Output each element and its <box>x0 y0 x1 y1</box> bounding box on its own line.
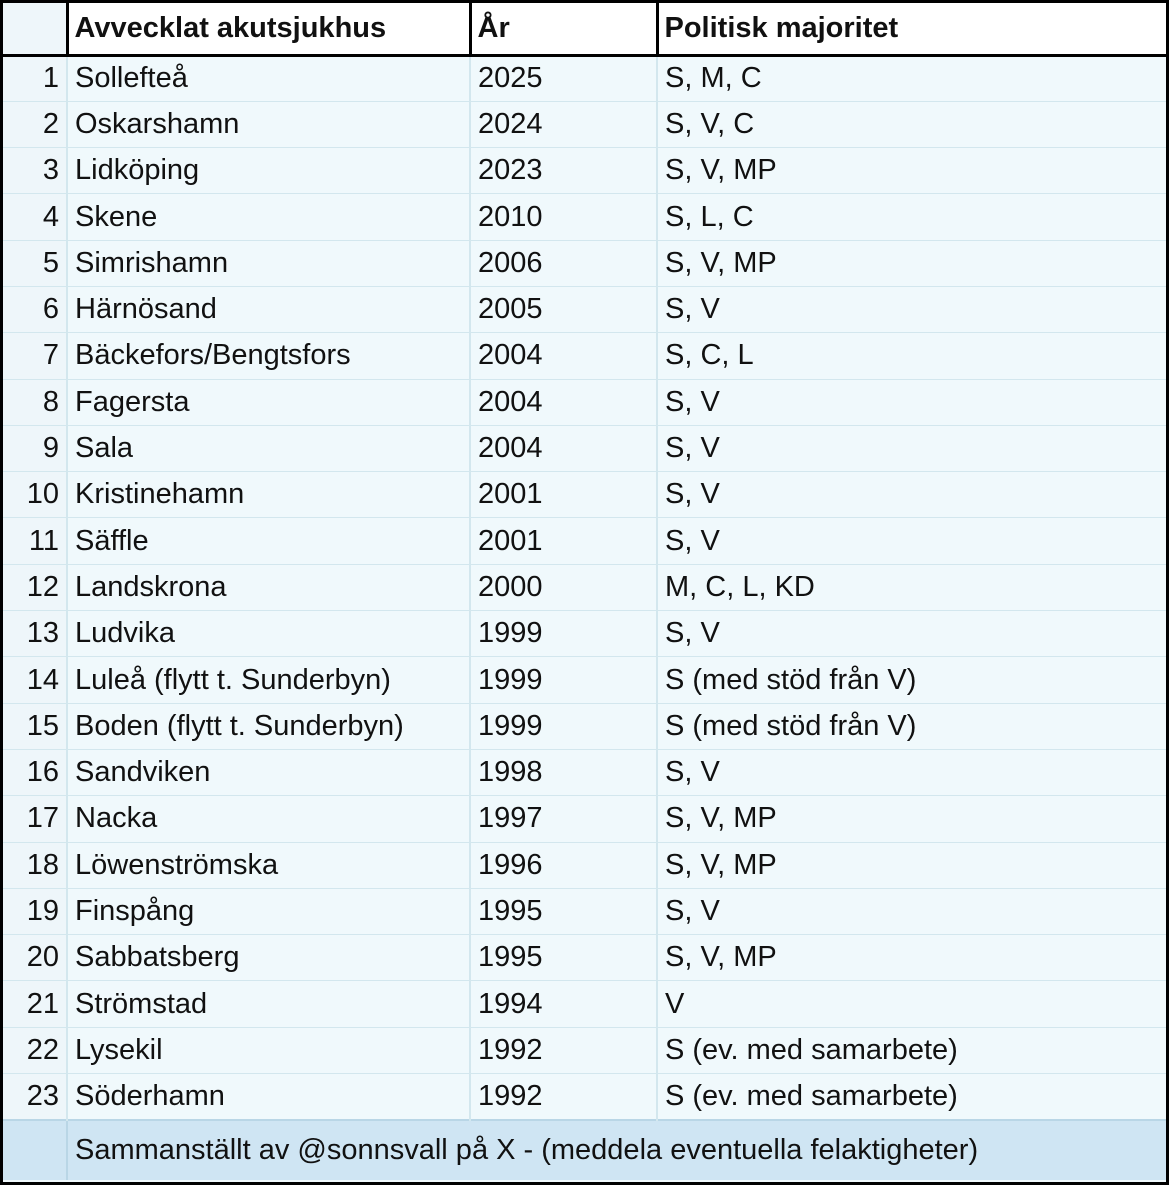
header-index-cell[interactable] <box>3 3 67 55</box>
header-row <box>3 3 1166 55</box>
hospital-cell[interactable]: Lidköping <box>67 148 470 194</box>
table-row <box>3 611 1166 657</box>
hospital-cell[interactable]: Kristinehamn <box>67 472 470 518</box>
table-row <box>3 379 1166 425</box>
hospital-cell[interactable]: Härnösand <box>67 286 470 332</box>
table-row <box>3 564 1166 610</box>
year-cell[interactable]: 1999 <box>470 611 657 657</box>
table-row <box>3 518 1166 564</box>
hospital-cell[interactable]: Sandviken <box>67 749 470 795</box>
table-row <box>3 842 1166 888</box>
table-row <box>3 194 1166 240</box>
majority-cell[interactable]: S, V, MP <box>657 240 1166 286</box>
table-row <box>3 657 1166 703</box>
row-number-cell[interactable]: 19 <box>3 888 67 934</box>
hospital-cell[interactable]: Löwenströmska <box>67 842 470 888</box>
table-row <box>3 981 1166 1027</box>
row-number-cell[interactable]: 6 <box>3 286 67 332</box>
year-cell[interactable]: 1998 <box>470 749 657 795</box>
table-row <box>3 240 1166 286</box>
hospital-cell[interactable]: Säffle <box>67 518 470 564</box>
hospital-cell[interactable]: Sollefteå <box>67 55 470 101</box>
table-body <box>3 55 1166 1120</box>
hospital-cell[interactable]: Luleå (flytt t. Sunderbyn) <box>67 657 470 703</box>
footer-note[interactable]: Sammanställt av @sonnsvall på X - (meddela eventuella felaktigheter) <box>67 1120 1166 1180</box>
hospital-cell[interactable]: Sala <box>67 425 470 471</box>
table-row <box>3 703 1166 749</box>
year-cell[interactable]: 2001 <box>470 472 657 518</box>
majority-cell[interactable]: S, C, L <box>657 333 1166 379</box>
row-number-cell[interactable]: 10 <box>3 472 67 518</box>
table-row <box>3 472 1166 518</box>
table-row <box>3 55 1166 101</box>
year-cell[interactable]: 1995 <box>470 888 657 934</box>
majority-cell[interactable]: S, V <box>657 425 1166 471</box>
majority-cell[interactable]: S, V, MP <box>657 935 1166 981</box>
row-number-cell[interactable]: 9 <box>3 425 67 471</box>
hospital-cell[interactable]: Boden (flytt t. Sunderbyn) <box>67 703 470 749</box>
hospital-cell[interactable]: Lysekil <box>67 1027 470 1073</box>
majority-cell[interactable]: M, C, L, KD <box>657 564 1166 610</box>
majority-cell[interactable]: S, V, MP <box>657 148 1166 194</box>
year-cell[interactable]: 1994 <box>470 981 657 1027</box>
table-row <box>3 101 1166 147</box>
row-number-cell[interactable]: 22 <box>3 1027 67 1073</box>
table-row <box>3 935 1166 981</box>
year-cell[interactable]: 2000 <box>470 564 657 610</box>
year-cell[interactable]: 1992 <box>470 1074 657 1120</box>
row-number-cell[interactable]: 2 <box>3 101 67 147</box>
year-cell[interactable]: 1996 <box>470 842 657 888</box>
table-row <box>3 796 1166 842</box>
majority-cell[interactable]: S, V <box>657 286 1166 332</box>
year-cell[interactable]: 1997 <box>470 796 657 842</box>
row-number-cell[interactable]: 14 <box>3 657 67 703</box>
hospital-cell[interactable]: Ludvika <box>67 611 470 657</box>
row-number-cell[interactable]: 17 <box>3 796 67 842</box>
table-row <box>3 888 1166 934</box>
table-row <box>3 286 1166 332</box>
year-cell[interactable]: 2006 <box>470 240 657 286</box>
year-cell[interactable]: 2023 <box>470 148 657 194</box>
majority-cell[interactable]: S (ev. med samarbete) <box>657 1027 1166 1073</box>
hospital-cell[interactable]: Landskrona <box>67 564 470 610</box>
header-hospital[interactable]: Avvecklat akutsjukhus <box>67 3 470 55</box>
year-cell[interactable]: 2005 <box>470 286 657 332</box>
hospital-cell[interactable]: Söderhamn <box>67 1074 470 1120</box>
header-year[interactable]: År <box>470 3 657 55</box>
hospital-cell[interactable]: Sabbatsberg <box>67 935 470 981</box>
majority-cell[interactable]: S, V, MP <box>657 796 1166 842</box>
row-number-cell[interactable]: 7 <box>3 333 67 379</box>
table-row <box>3 1074 1166 1120</box>
row-number-cell[interactable]: 1 <box>3 55 67 101</box>
majority-cell[interactable]: S (ev. med samarbete) <box>657 1074 1166 1120</box>
year-cell[interactable]: 1999 <box>470 703 657 749</box>
hospital-cell[interactable]: Oskarshamn <box>67 101 470 147</box>
footer-index-cell[interactable] <box>3 1120 67 1180</box>
year-cell[interactable]: 2024 <box>470 101 657 147</box>
majority-cell[interactable]: S (med stöd från V) <box>657 657 1166 703</box>
year-cell[interactable]: 2004 <box>470 425 657 471</box>
hospital-cell[interactable]: Skene <box>67 194 470 240</box>
majority-cell[interactable]: S (med stöd från V) <box>657 703 1166 749</box>
row-number-cell[interactable]: 11 <box>3 518 67 564</box>
row-number-cell[interactable]: 21 <box>3 981 67 1027</box>
year-cell[interactable]: 1995 <box>470 935 657 981</box>
row-number-cell[interactable]: 8 <box>3 379 67 425</box>
year-cell[interactable]: 2004 <box>470 379 657 425</box>
year-cell[interactable]: 2010 <box>470 194 657 240</box>
majority-cell[interactable]: S, V <box>657 749 1166 795</box>
hospital-cell[interactable]: Simrishamn <box>67 240 470 286</box>
row-number-cell[interactable]: 20 <box>3 935 67 981</box>
row-number-cell[interactable]: 23 <box>3 1074 67 1120</box>
row-number-cell[interactable]: 3 <box>3 148 67 194</box>
table-row <box>3 148 1166 194</box>
table-row <box>3 749 1166 795</box>
majority-cell[interactable]: S, V <box>657 611 1166 657</box>
majority-cell[interactable]: S, V <box>657 888 1166 934</box>
hospital-cell[interactable]: Bäckefors/Bengtsfors <box>67 333 470 379</box>
hospital-cell[interactable]: Nacka <box>67 796 470 842</box>
header-majority[interactable]: Politisk majoritet <box>657 3 1166 55</box>
majority-cell[interactable]: S, L, C <box>657 194 1166 240</box>
footer-row <box>3 1120 1166 1180</box>
row-number-cell[interactable]: 5 <box>3 240 67 286</box>
row-number-cell[interactable]: 15 <box>3 703 67 749</box>
hospital-cell[interactable]: Fagersta <box>67 379 470 425</box>
year-cell[interactable]: 2025 <box>470 55 657 101</box>
table-row <box>3 1027 1166 1073</box>
hospital-cell[interactable]: Finspång <box>67 888 470 934</box>
hospital-table <box>3 3 1166 1180</box>
majority-cell[interactable]: S, V <box>657 472 1166 518</box>
table-row <box>3 333 1166 379</box>
majority-cell[interactable]: S, M, C <box>657 55 1166 101</box>
year-cell[interactable]: 1992 <box>470 1027 657 1073</box>
hospital-cell[interactable]: Strömstad <box>67 981 470 1027</box>
table-row <box>3 425 1166 471</box>
row-number-cell[interactable]: 18 <box>3 842 67 888</box>
majority-cell[interactable]: V <box>657 981 1166 1027</box>
year-cell[interactable]: 2004 <box>470 333 657 379</box>
year-cell[interactable]: 1999 <box>470 657 657 703</box>
year-cell[interactable]: 2001 <box>470 518 657 564</box>
majority-cell[interactable]: S, V, MP <box>657 842 1166 888</box>
row-number-cell[interactable]: 13 <box>3 611 67 657</box>
row-number-cell[interactable]: 12 <box>3 564 67 610</box>
majority-cell[interactable]: S, V <box>657 379 1166 425</box>
majority-cell[interactable]: S, V, C <box>657 101 1166 147</box>
row-number-cell[interactable]: 16 <box>3 749 67 795</box>
majority-cell[interactable]: S, V <box>657 518 1166 564</box>
row-number-cell[interactable]: 4 <box>3 194 67 240</box>
